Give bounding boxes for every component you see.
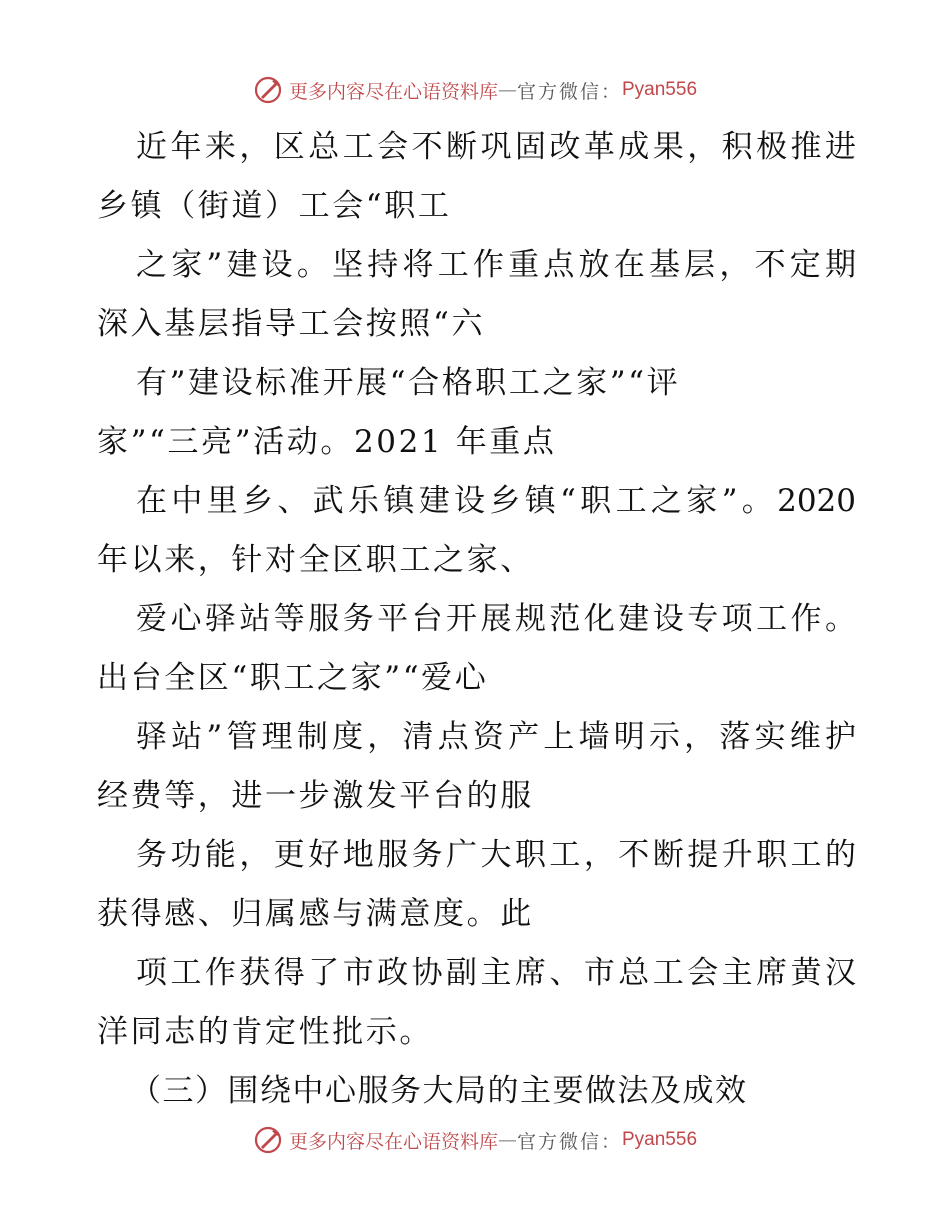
section-heading: （三）围绕中心服务大局的主要做法及成效 — [130, 1073, 748, 1109]
paragraph-line: 获得感、归属感与满意度。此 — [97, 896, 534, 932]
paragraph-line: 家”“三亮”活动。2021 年重点 — [97, 424, 557, 460]
watermark-handle: Pyan556 — [622, 1129, 698, 1150]
watermark-name: 更多内容尽在心语资料库 — [288, 1130, 498, 1153]
paragraph-line: 出台全区“职工之家”“爱心 — [97, 660, 489, 696]
watermark-dash: — — [497, 1129, 517, 1151]
watermark-name: 更多内容尽在心语资料库 — [288, 80, 498, 103]
paragraph-line: 年以来，针对全区职工之家、 — [97, 542, 534, 578]
paragraph-line: 乡镇（街道）工会“职工 — [97, 188, 452, 224]
paragraph-line: 在中里乡、武乐镇建设乡镇“职工之家”。2020 — [136, 483, 856, 519]
watermark-handle: Pyan556 — [622, 79, 698, 100]
paragraph-line: 爱心驿站等服务平台开展规范化建设专项工作。 — [136, 601, 856, 637]
paragraph-line: 务功能，更好地服务广大职工，不断提升职工的 — [136, 837, 856, 873]
paragraph-line: 项工作获得了市政协副主席、市总工会主席黄汉 — [136, 955, 856, 991]
paragraph-line: 深入基层指导工会按照“六 — [97, 306, 486, 342]
watermark-official-label: 官方微信： — [516, 80, 622, 103]
paragraph-line: 近年来，区总工会不断巩固改革成果，积极推进 — [136, 129, 856, 165]
paragraph-line: 经费等，进一步激发平台的服 — [97, 778, 534, 814]
paragraph-line: 驿站”管理制度，清点资产上墙明示，落实维护 — [136, 719, 856, 755]
quill-logo-icon — [253, 1125, 283, 1155]
paragraph-line: 有”建设标准开展“合格职工之家”“评 — [136, 365, 681, 401]
paragraph-line: 之家”建设。坚持将工作重点放在基层，不定期 — [136, 247, 856, 283]
watermark-dash: — — [497, 79, 517, 101]
paragraph-line: 洋同志的肯定性批示。 — [97, 1014, 433, 1050]
footer-watermark — [0, 1120, 950, 1160]
watermark-official-label: 官方微信： — [516, 1130, 622, 1153]
